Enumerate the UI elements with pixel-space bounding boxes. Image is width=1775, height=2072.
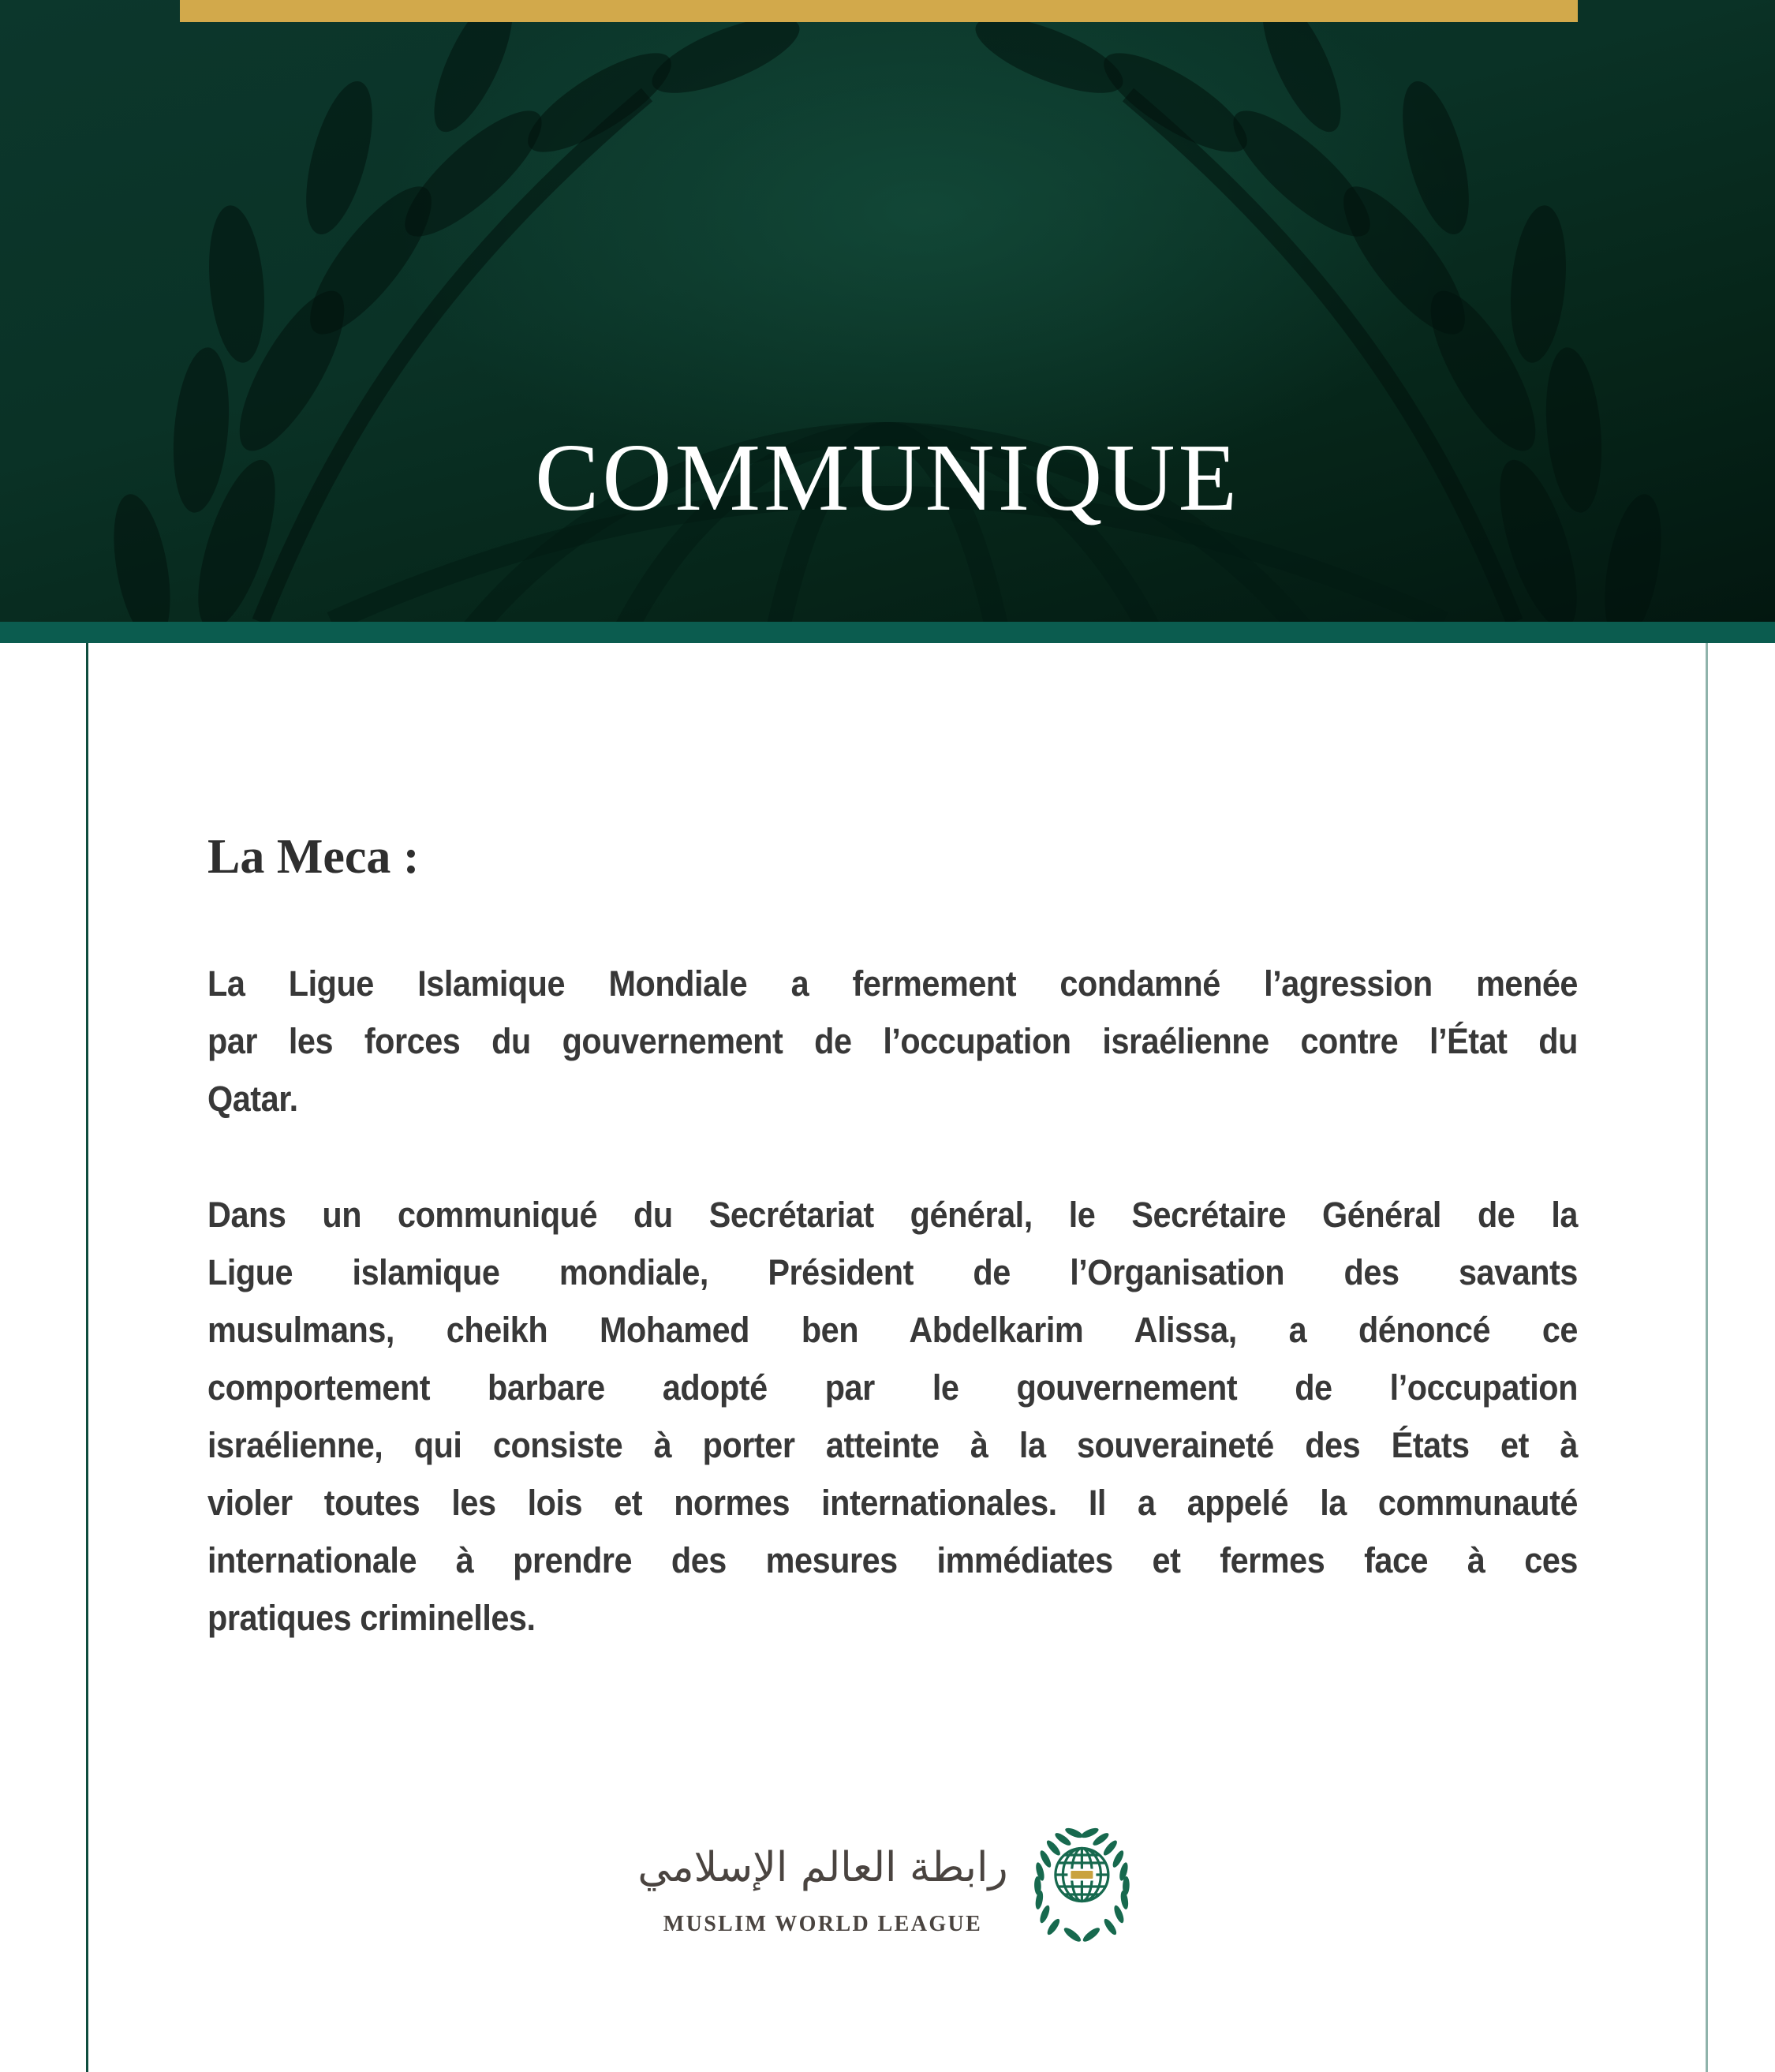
text-line: violer toutes les lois et normes internationales. Il a appelé la communauté bbox=[207, 1483, 1578, 1523]
text-line: internationale à prendre des mesures immédiates et fermes face à ces bbox=[207, 1540, 1578, 1580]
logo-text-column bbox=[637, 1828, 1007, 1937]
text-line: musulmans, cheikh Mohamed ben Abdelkarim Alissa, a dénoncé ce bbox=[207, 1310, 1578, 1350]
paragraph bbox=[207, 1186, 1578, 1647]
logo-arabic-calligraphy: رابطة العالم الإسلامي bbox=[637, 1844, 1008, 1891]
dateline-heading: La Meca : bbox=[207, 830, 420, 884]
header-divider bbox=[0, 622, 1775, 643]
text-line: par les forces du gouvernement de l’occupation israélienne contre l’État du bbox=[207, 1021, 1578, 1061]
gold-band bbox=[1071, 1871, 1093, 1879]
logo-english-wordmark: MUSLIM WORLD LEAGUE bbox=[663, 1912, 983, 1936]
left-margin-rule bbox=[86, 643, 88, 2072]
text-line: La Ligue Islamique Mondiale a fermement condamné l’agression menée bbox=[207, 963, 1578, 1004]
text-line: Dans un communiqué du Secrétariat général, le Secrétaire Général de la bbox=[207, 1195, 1578, 1235]
right-margin-rule bbox=[1706, 643, 1708, 2072]
top-accent-bar bbox=[180, 0, 1578, 22]
paragraph bbox=[207, 955, 1578, 1128]
body-text bbox=[207, 955, 1578, 1705]
text-line: israélienne, qui consiste à porter atteinte à la souveraineté des États et à bbox=[207, 1425, 1578, 1465]
text-line: comportement barbare adopté par le gouvernement de l’occupation bbox=[207, 1367, 1578, 1408]
header-banner bbox=[0, 0, 1775, 622]
text-line: Qatar. bbox=[207, 1079, 298, 1119]
logo-block bbox=[637, 1823, 1137, 1943]
text-line: pratiques criminelles. bbox=[207, 1598, 536, 1638]
text-line: Ligue islamique mondiale, Président de l’Organisation des savants bbox=[207, 1252, 1578, 1292]
wreath-globe-emblem-icon bbox=[1027, 1823, 1138, 1943]
communique-title: COMMUNIQUE bbox=[535, 424, 1240, 531]
